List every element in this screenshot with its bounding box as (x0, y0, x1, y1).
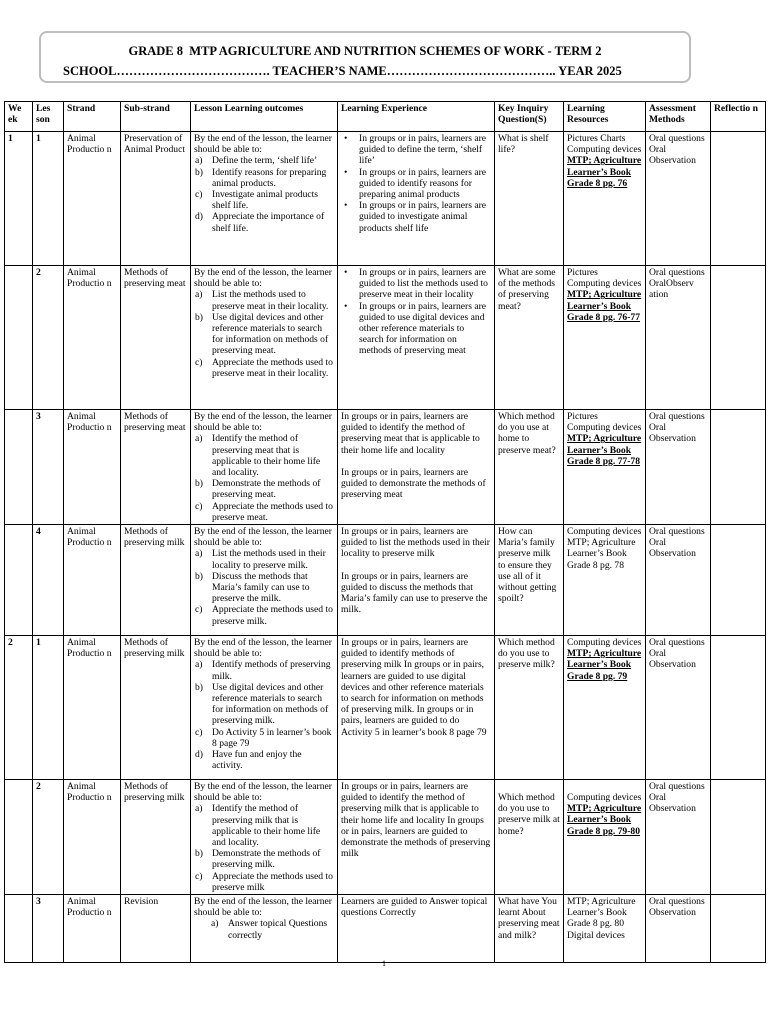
table-header-row (5, 102, 766, 132)
header-substrand: Sub-strand (121, 102, 191, 132)
table-row (5, 636, 766, 780)
outcome-item: a) Identify the method of preserving milk that is applicable to their home life and locality. (195, 803, 321, 849)
header-lesson: Les son (33, 102, 64, 132)
inquiry-question-cell: Which method do you use at home to preserve meat? (495, 410, 564, 525)
header-strand: Strand (64, 102, 121, 132)
experience-bullet: • In groups or in pairs, learners are guided to investigate animal products shelf life (341, 200, 491, 234)
strand-cell: Animal Productio n (64, 266, 121, 410)
resource-book-reference: MTP; Agriculture Learner’s Book Grade 8 pg. 79-80 (567, 803, 642, 837)
experience-cell (338, 132, 495, 266)
experience-bullet: • In groups or in pairs, learners are guided to list the methods used to preserve meat in their locality (341, 267, 491, 301)
outcome-item: a) Define the term, ‘shelf life’ (195, 155, 318, 167)
substrand-cell: Preservation of Animal Product (121, 132, 191, 266)
outcomes-cell: By the end of the lesson, the learner should be able to: a) Identify the method of preserving milk that is applicable to their home life and locality. b) Demonstrate the methods of preserving milk. c) Appreciate the methods used to preserve milk (191, 780, 338, 895)
outcome-item: c) Appreciate the methods used to preserve milk. (195, 604, 333, 627)
outcome-item: b) Discuss the methods that Maria’s family can use to preserve the milk. (195, 570, 310, 605)
inquiry-question-cell: What have You learnt About preserving meat and milk? (495, 895, 564, 963)
lesson-cell: 4 (33, 525, 64, 636)
strand-cell: Animal Productio n (64, 895, 121, 963)
experience-bullet: • In groups or in pairs, learners are guided to define the term, ‘shelf life’ (341, 133, 491, 167)
outcome-item: a) Answer topical Questions correctly (211, 918, 328, 941)
experience-bullet: • In groups or in pairs, learners are guided to identify reasons for preparing animal products (341, 167, 491, 201)
strand-cell: Animal Productio n (64, 780, 121, 895)
outcome-item: c) Appreciate the methods used to preserve meat. (195, 500, 333, 523)
outcomes-cell: By the end of the lesson, the learner should be able to: a) Identify the method of preserving meat that is applicable to their home life and locality. b) Demonstrate the methods of preserving meat. c) Appreciate the methods used to preserve meat. (191, 410, 338, 525)
resources-cell: Computing devices MTP; Agriculture Learner’s Book Grade 8 pg. 79 (564, 636, 646, 780)
header-week: We ek (5, 102, 33, 132)
inquiry-question-cell: What is shelf life? (495, 132, 564, 266)
document-header-box (39, 31, 691, 83)
outcome-item: c) Investigate animal products shelf life. (195, 189, 319, 212)
assessment-cell: Oral questions Observation (646, 895, 711, 963)
outcome-item: b) Demonstrate the methods of preserving meat. (195, 478, 321, 501)
outcome-item: b) Use digital devices and other reference materials to search for information on methods of preserving milk. (195, 681, 329, 727)
week-cell (5, 266, 33, 410)
experience-cell (338, 266, 495, 410)
strand-cell: Animal Productio n (64, 636, 121, 780)
experience-cell: In groups or in pairs, learners are guided to identify the method of preserving milk that is applicable to their home life and locality In groups or in pairs, learners are guided to demonstrate the methods of preserving milk (338, 780, 495, 895)
header-inquiry-question: Key Inquiry Question(S) (495, 102, 564, 132)
lesson-cell: 2 (33, 780, 64, 895)
lesson-cell: 3 (33, 895, 64, 963)
substrand-cell: Methods of preserving milk (121, 780, 191, 895)
week-cell: 1 (5, 132, 33, 266)
header-reflection: Reflectio n (711, 102, 766, 132)
lesson-cell: 1 (33, 132, 64, 266)
outcomes-intro: By the end of the lesson, the learner should be able to: (194, 133, 332, 156)
assessment-cell: Oral questions Oral Observation (646, 132, 711, 266)
assessment-cell: Oral questions Oral Observation (646, 410, 711, 525)
week-cell (5, 525, 33, 636)
substrand-cell: Methods of preserving meat (121, 266, 191, 410)
resource-book-reference: MTP; Agriculture Learner’s Book Grade 8 pg. 76 (567, 155, 642, 189)
header-outcomes: Lesson Learning outcomes (191, 102, 338, 132)
header-assessment: Assessment Methods (646, 102, 711, 132)
assessment-cell: Oral questions Oral Observation (646, 525, 711, 636)
substrand-cell: Methods of preserving meat (121, 410, 191, 525)
resources-cell: Computing devices MTP; Agriculture Learner’s Book Grade 8 pg. 79-80 (564, 780, 646, 895)
schemes-of-work-table (4, 101, 766, 963)
strand-cell: Animal Productio n (64, 525, 121, 636)
header-resources: Learning Resources (564, 102, 646, 132)
substrand-cell: Methods of preserving milk (121, 636, 191, 780)
reflection-cell (711, 780, 766, 895)
table-row (5, 525, 766, 636)
reflection-cell (711, 266, 766, 410)
table-row (5, 266, 766, 410)
substrand-cell: Revision (121, 895, 191, 963)
week-cell (5, 410, 33, 525)
experience-cell: In groups or in pairs, learners are guided to identify the method of preserving meat that is applicable to their home life and locality In groups or in pairs, learners are guided to demonstrate the methods of preserving meat (338, 410, 495, 525)
resource-book-reference: MTP; Agriculture Learner’s Book Grade 8 pg. 77-78 (567, 433, 642, 467)
table-row (5, 780, 766, 895)
outcomes-cell: By the end of the lesson, the learner should be able to: a) Answer topical Questions correctly (191, 895, 338, 963)
outcome-item: d) Appreciate the importance of shelf life. (195, 211, 325, 234)
outcome-item: b) Identify reasons for preparing animal products. (195, 166, 327, 189)
document-subtitle: SCHOOL………………………………. TEACHER’S NAME………………………………….. YEAR 2025 (63, 64, 622, 78)
table-row (5, 895, 766, 963)
reflection-cell (711, 895, 766, 963)
page-number: 1 (382, 959, 386, 968)
week-cell (5, 895, 33, 963)
outcome-item: c) Appreciate the methods used to preserve milk (195, 870, 333, 893)
inquiry-question-cell: What are some of the methods of preserving meat? (495, 266, 564, 410)
header-experience: Learning Experience (338, 102, 495, 132)
outcome-item: a) List the methods used to preserve meat in their locality. (195, 289, 329, 312)
assessment-cell: Oral questions OralObserv ation (646, 266, 711, 410)
experience-cell: In groups or in pairs, learners are guided to identify methods of preserving milk In groups or in pairs, learners are guided to use digital devices and other reference materials to search for information on methods of preserving milk. In groups or in pairs, learners are guided to do Activity 5 in learner’s book 8 page 79 (338, 636, 495, 780)
assessment-cell: Oral questions Oral Observation (646, 636, 711, 780)
resources-cell: Computing devices MTP; Agriculture Learner’s Book Grade 8 pg. 78 (564, 525, 646, 636)
reflection-cell (711, 525, 766, 636)
week-cell: 2 (5, 636, 33, 780)
experience-cell: In groups or in pairs, learners are guided to list the methods used in their locality to preserve milk In groups or in pairs, learners are guided to discuss the methods that Maria’s family can use to preserve the milk. (338, 525, 495, 636)
outcome-item: b) Use digital devices and other reference materials to search for information on methods of preserving meat. (195, 311, 329, 357)
lesson-cell: 2 (33, 266, 64, 410)
table-row (5, 132, 766, 266)
outcome-item: a) Identify the method of preserving meat that is applicable to their home life and locality. (195, 433, 321, 479)
inquiry-question-cell: Which method do you use to preserve milk? (495, 636, 564, 780)
inquiry-question-cell: How can Maria’s family preserve milk to ensure they use all of it without getting spoilt? (495, 525, 564, 636)
resources-cell: MTP; Agriculture Learner’s Book Grade 8 pg. 80 Digital devices (564, 895, 646, 963)
strand-cell: Animal Productio n (64, 132, 121, 266)
table-row (5, 410, 766, 525)
reflection-cell (711, 132, 766, 266)
lesson-cell: 3 (33, 410, 64, 525)
resources-cell: Pictures Computing devices MTP; Agriculture Learner’s Book Grade 8 pg. 76-77 (564, 266, 646, 410)
reflection-cell (711, 636, 766, 780)
outcomes-cell: By the end of the lesson, the learner should be able to: a) List the methods used to preserve meat in their locality. b) Use digital devices and other reference materials to search for information on methods of preserving meat. c) Appreciate the methods used to preserve meat in their locality. (191, 266, 338, 410)
outcome-item: d) Have fun and enjoy the activity. (195, 749, 302, 772)
outcome-item: c) Do Activity 5 in learner’s book 8 page 79 (195, 726, 332, 749)
reflection-cell (711, 410, 766, 525)
outcome-item: c) Appreciate the methods used to preserve meat in their locality. (195, 356, 333, 379)
outcomes-cell: By the end of the lesson, the learner should be able to: a) Identify methods of preserving milk. b) Use digital devices and other reference materials to search for information on methods of preserving milk. c) Do Activity 5 in learner’s book 8 page 79 d) Have fun and enjoy the activity. (191, 636, 338, 780)
experience-cell: Learners are guided to Answer topical questions Correctly (338, 895, 495, 963)
outcome-item: a) Identify methods of preserving milk. (195, 659, 331, 682)
week-cell (5, 780, 33, 895)
resource-book-reference: MTP; Agriculture Learner’s Book Grade 8 pg. 79 (567, 648, 642, 682)
resource-book-reference: MTP; Agriculture Learner’s Book Grade 8 pg. 76-77 (567, 289, 642, 323)
outcomes-cell (191, 132, 338, 266)
lesson-cell: 1 (33, 636, 64, 780)
outcome-item: b) Demonstrate the methods of preserving milk. (195, 848, 321, 871)
resources-cell: Pictures Computing devices MTP; Agriculture Learner’s Book Grade 8 pg. 77-78 (564, 410, 646, 525)
experience-bullet: • In groups or in pairs, learners are guided to use digital devices and other reference materials to search for information on methods of preserving meat (341, 301, 491, 357)
assessment-cell: Oral questions Oral Observation (646, 780, 711, 895)
outcomes-cell: By the end of the lesson, the learner should be able to: a) List the methods used in their locality to preserve milk. b) Discuss the methods that Maria’s family can use to preserve the milk. c) Appreciate the methods used to preserve milk. (191, 525, 338, 636)
document-title: GRADE 8 MTP AGRICULTURE AND NUTRITION SCHEMES OF WORK - TERM 2 (128, 44, 602, 58)
strand-cell: Animal Productio n (64, 410, 121, 525)
outcome-item: a) List the methods used in their locality to preserve milk. (195, 548, 326, 571)
resources-cell: Pictures Charts Computing devices MTP; Agriculture Learner’s Book Grade 8 pg. 76 (564, 132, 646, 266)
substrand-cell: Methods of preserving milk (121, 525, 191, 636)
inquiry-question-cell: Which method do you use to preserve milk at home? (495, 780, 564, 895)
